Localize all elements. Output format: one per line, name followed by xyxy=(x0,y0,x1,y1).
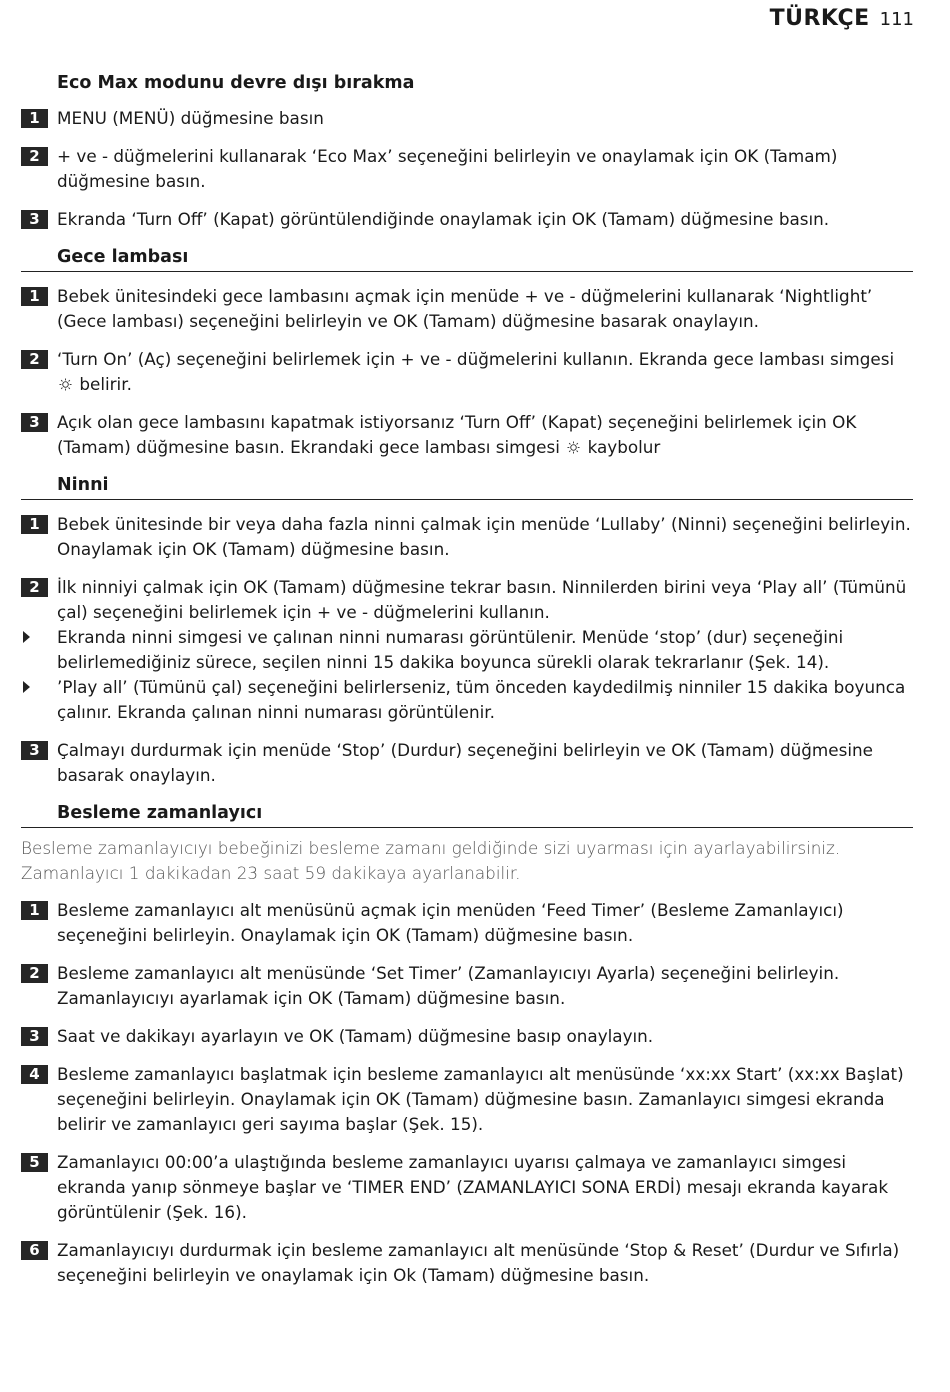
language-label: TÜRKÇE xyxy=(769,6,870,31)
sun-icon xyxy=(59,378,72,391)
bullet-list xyxy=(21,625,913,725)
sun-icon xyxy=(567,441,580,454)
step xyxy=(21,1150,913,1225)
step xyxy=(21,575,913,625)
step-text: Zamanlayıcı 00:00’a ulaştığında besleme zamanlayıcı uyarısı çalmaya ve zamanlayıcı simgesi ekranda yanıp sönmeye başlar ve ‘TIMER END’ (ZAMANLAYICI SONA ERDİ) mesajı ekranda kayarak görüntülenir (Şek. 16). xyxy=(57,1152,889,1222)
bullet-text: ’Play all’ (Tümünü çal) seçeneğini belirlerseniz, tüm önceden kaydedilmiş ninniler 15 dakika boyunca çalınır. Ekranda çalınan ninni numarası görüntülenir. xyxy=(57,677,906,722)
step-text: Ekranda ‘Turn Off’ (Kapat) görüntülendiğinde onaylamak için OK (Tamam) düğmesine basın. xyxy=(57,209,830,229)
page-content xyxy=(21,68,913,1301)
step-number: 4 xyxy=(21,1065,48,1084)
step-number: 1 xyxy=(21,901,48,920)
step-number: 1 xyxy=(21,109,48,128)
step xyxy=(21,512,913,562)
step xyxy=(21,207,913,232)
page-header xyxy=(770,6,914,31)
step-text: ‘Turn On’ (Aç) seçeneğini belirlemek için + ve - düğmelerini kullanın. Ekranda gece lambası simgesi xyxy=(57,349,895,369)
step-text: Zamanlayıcıyı durdurmak için besleme zamanlayıcı alt menüsünde ‘Stop & Reset’ (Durdur ve Sıfırla) seçeneğini belirleyin ve onaylamak için Ok (Tamam) düğmesine basın. xyxy=(57,1240,900,1285)
step-text: Saat ve dakikayı ayarlayın ve OK (Tamam) düğmesine basıp onaylayın. xyxy=(57,1026,654,1046)
bullet-item xyxy=(21,675,913,725)
step xyxy=(21,410,913,460)
step-number: 3 xyxy=(21,1027,48,1046)
step xyxy=(21,144,913,194)
step xyxy=(21,961,913,1011)
step-number: 3 xyxy=(21,210,48,229)
step xyxy=(21,898,913,948)
step-number: 3 xyxy=(21,741,48,760)
step-text: Açık olan gece lambasını kapatmak istiyorsanız ‘Turn Off’ (Kapat) seçeneğini belirlemek için OK (Tamam) düğmesine basın. Ekrandaki gece lambası simgesi xyxy=(57,412,857,457)
step-number: 2 xyxy=(21,147,48,166)
section-title-lullaby: Ninni xyxy=(21,473,913,500)
step-number: 1 xyxy=(21,287,48,306)
bullet-item xyxy=(21,625,913,675)
step-number: 5 xyxy=(21,1153,48,1172)
step-text: Çalmayı durdurmak için menüde ‘Stop’ (Durdur) seçeneğini belirleyin ve OK (Tamam) düğmesine basarak onaylayın. xyxy=(57,740,873,785)
step-number: 6 xyxy=(21,1241,48,1260)
step xyxy=(21,347,913,397)
step xyxy=(21,1238,913,1288)
step xyxy=(21,738,913,788)
section-title-nightlight: Gece lambası xyxy=(21,245,913,272)
step-number: 2 xyxy=(21,964,48,983)
step xyxy=(21,1024,913,1049)
step-text: Besleme zamanlayıcı alt menüsünde ‘Set Timer’ (Zamanlayıcıyı Ayarla) seçeneğini belirleyin. Zamanlayıcıyı ayarlamak için OK (Tamam) düğmesine basın. xyxy=(57,963,840,1008)
bullet-icon xyxy=(23,681,30,693)
step-text: belirir. xyxy=(79,374,132,394)
step-number: 2 xyxy=(21,578,48,597)
bullet-text: Ekranda ninni simgesi ve çalınan ninni numarası görüntülenir. Menüde ‘stop’ (dur) seçeneğini belirlemediğiniz sürece, seçilen ninni 15 dakika boyunca sürekli olarak tekrarlanır (Şek. 14). xyxy=(57,627,844,672)
step-number: 3 xyxy=(21,413,48,432)
page-number: 111 xyxy=(879,9,914,30)
step xyxy=(21,1062,913,1137)
step-text: İlk ninniyi çalmak için OK (Tamam) düğmesine tekrar basın. Ninnilerden birini veya ‘Play all’ (Tümünü çal) seçeneğini belirlemek için + ve - düğmelerini kullanın. xyxy=(57,577,907,622)
step-text: Besleme zamanlayıcı alt menüsünü açmak için menüden ‘Feed Timer’ (Besleme Zamanlayıcı) seçeneğini belirleyin. Onaylamak için OK (Tamam) düğmesine basın. xyxy=(57,900,844,945)
step-text: Besleme zamanlayıcı başlatmak için besleme zamanlayıcı alt menüsünde ‘xx:xx Start’ (xx:xx Başlat) seçeneğini belirleyin. Onaylamak için OK (Tamam) düğmesine basın. Zamanlayıcı simgesi ekranda belirir ve zamanlayıcı geri sayıma başlar (Şek. 15). xyxy=(57,1064,904,1134)
section-title-feed-timer: Besleme zamanlayıcı xyxy=(21,801,913,828)
step-text: MENU (MENÜ) düğmesine basın xyxy=(57,108,324,128)
intro-paragraph: Besleme zamanlayıcıyı bebeğinizi besleme zamanı geldiğinde sizi uyarması için ayarlayabilirsiniz. Zamanlayıcı 1 dakikadan 23 saat 59 dakikaya ayarlanabilir. xyxy=(21,838,841,883)
step-text: Bebek ünitesinde bir veya daha fazla ninni çalmak için menüde ‘Lullaby’ (Ninni) seçeneğini belirleyin. Onaylamak için OK (Tamam) düğmesine basın. xyxy=(57,514,911,559)
step-text: kaybolur xyxy=(587,437,661,457)
step-text: + ve - düğmelerini kullanarak ‘Eco Max’ seçeneğini belirleyin ve onaylamak için OK (Tamam) düğmesine basın. xyxy=(57,146,838,191)
step xyxy=(21,284,913,334)
bullet-icon xyxy=(23,631,30,643)
section-title-eco-max: Eco Max modunu devre dışı bırakma xyxy=(57,73,415,93)
step-number: 1 xyxy=(21,515,48,534)
step xyxy=(21,106,913,131)
step-number: 2 xyxy=(21,350,48,369)
step-text: Bebek ünitesindeki gece lambasını açmak için menüde + ve - düğmelerini kullanarak ‘Nightlight’ (Gece lambası) seçeneğini belirleyin ve OK (Tamam) düğmesine basarak onaylayın. xyxy=(57,286,873,331)
